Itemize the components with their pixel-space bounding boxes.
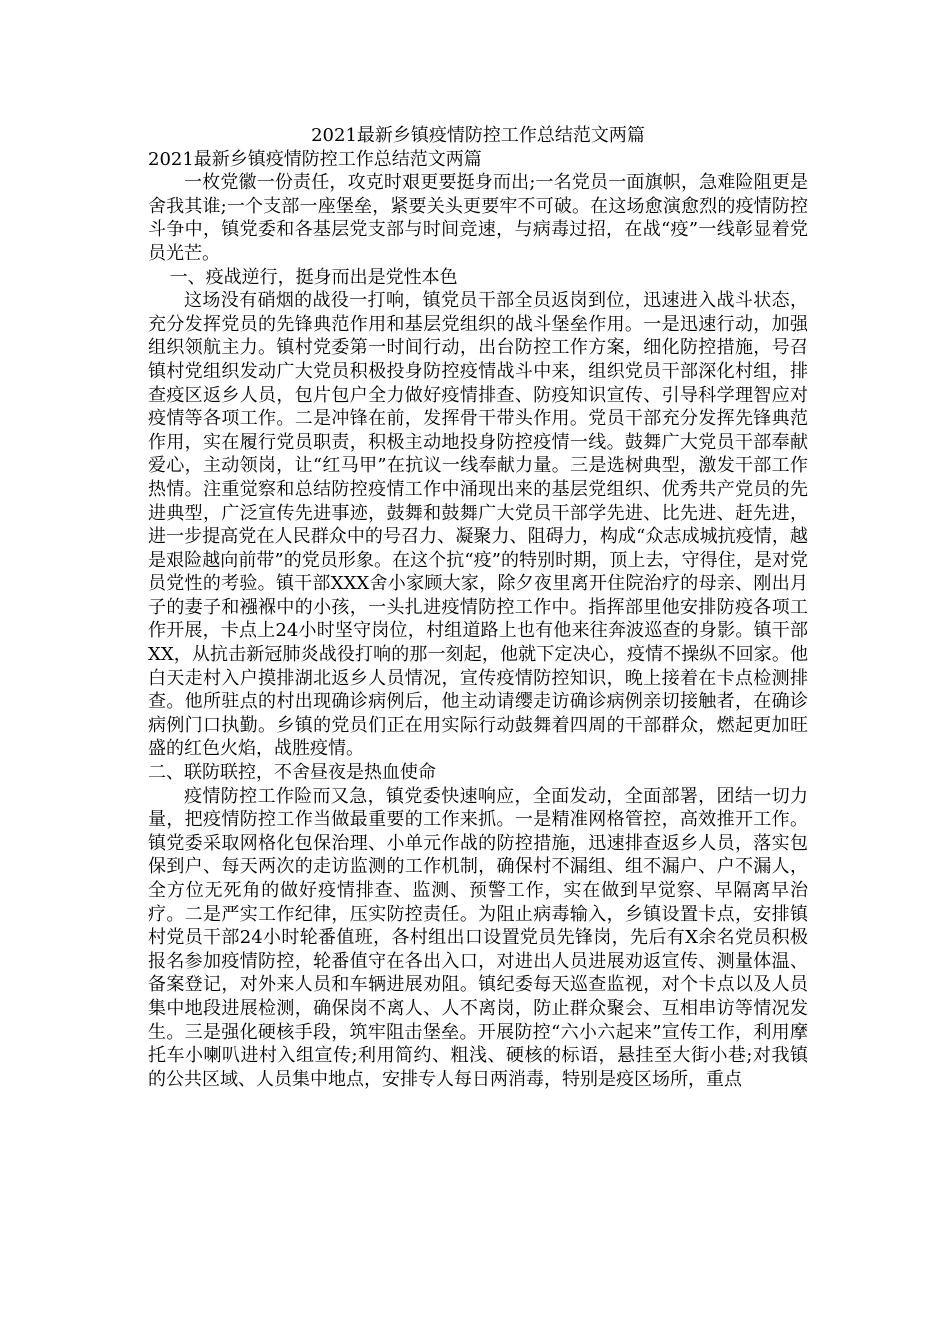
document-content bbox=[148, 124, 808, 1091]
document-subtitle: 2021最新乡镇疫情防控工作总结范文两篇 bbox=[148, 148, 482, 170]
intro-paragraph: 一枚党徽一份责任，攻克时艰更要挺身而出;一名党员一面旗帜，急难险阻更是舍我其谁;一个支部一座堡垒，紧要关头更要牢不可破。在这场愈演愈烈的疫情防控斗争中，镇党委和各基层党支部与时间竞速，与病毒过招，在战“疫”一线彰显着党员光芒。 bbox=[148, 172, 808, 264]
section-2-paragraph: 疫情防控工作险而又急，镇党委快速响应，全面发动，全面部署，团结一切力量，把疫情防控工作当做最重要的工作来抓。一是精准网格管控，高效推开工作。镇党委采取网格化包保治理、小单元作战的防控措施，迅速排查返乡人员，落实包保到户、每天两次的走访监测的工作机制，确保村不漏组、组不漏户、户不漏人，全方位无死角的做好疫情排查、监测、预警工作，实在做到早觉察、早隔离早治疗。二是严实工作纪律，压实防控责任。为阻止病毒输入，乡镇设置卡点，安排镇村党员干部24小时轮番值班，各村组出口设置党员先锋岗，先后有X余名党员积极报名参加疫情防控，轮番值守在各出入口，对进出人员进展劝返宣传、测量体温、备案登记，对外来人员和车辆进展劝阻。镇纪委每天巡查监视，对个卡点以及人员集中地段进展检测，确保岗不离人、人不离岗，防止群众聚会、互相串访等情况发生。三是强化硬核手段，筑牢阻击堡垒。开展防控“六小六起来”宣传工作，利用摩托车小喇叭进村入组宣传;利用简约、粗浅、硬核的标语，悬挂至大街小巷;对我镇的公共区域、人员集中地点，安排专人每日两消毒，特别是疫区场所，重点 bbox=[148, 785, 808, 1090]
section-2-heading: 二、联防联控，不舍昼夜是热血使命 bbox=[148, 762, 436, 784]
section-1-heading: 一、疫战逆行，挺身而出是党性本色 bbox=[169, 266, 458, 288]
section-1-paragraph: 这场没有硝烟的战役一打响，镇党员干部全员返岗到位，迅速进入战斗状态，充分发挥党员的先锋典范作用和基层党组织的战斗堡垒作用。一是迅速行动，加强组织领航主力。镇村党委第一时间行动，出台防控工作方案，细化防控措施，号召镇村党组织发动广大党员积极投身防控疫情战斗中来，组织党员干部深化村组，排查疫区返乡人员，包片包户全力做好疫情排查、防疫知识宣传、引导科学理智应对疫情等各项工作。二是冲锋在前，发挥骨干带头作用。党员干部充分发挥先锋典范作用，实在履行党员职责，积极主动地投身防控疫情一线。鼓舞广大党员干部奉献爱心，主动领岗，让“红马甲”在抗议一线奉献力量。三是选树典型，激发干部工作热情。注重觉察和总结防控疫情工作中涌现出来的基层党组织、优秀共产党员的先进典型，广泛宣传先进事迹，鼓舞和鼓舞广大党员干部学先进、比先进、赶先进，进一步提高党在人民群众中的号召力、凝聚力、阻碍力，构成“众志成城抗疫情，越是艰险越向前带”的党员形象。在这个抗“疫”的特别时期，顶上去，守得住，是对党员党性的考验。镇干部XXX舍小家顾大家，除夕夜里离开住院治疗的母亲、刚出月子的妻子和襁褓中的小孩，一头扎进疫情防控工作中。指挥部里他安排防疫各项工作开展，卡点上24小时坚守岗位，村组道路上也有他来往奔波巡查的身影。镇干部XX，从抗击新冠肺炎战役打响的那一刻起，他就下定决心，疫情不操纵不回家。他白天走村入户摸排湖北返乡人员情况，宣传疫情防控知识，晚上接着在卡点检测排查。他所驻点的村出现确诊病例后，他主动请缨走访确诊病例亲切接触者，在确诊病例门口执勤。乡镇的党员们正在用实际行动鼓舞着四周的干部群众，燃起更加旺盛的红色火焰，战胜疫情。 bbox=[148, 290, 808, 760]
document-title: 2021最新乡镇疫情防控工作总结范文两篇 bbox=[311, 125, 645, 146]
